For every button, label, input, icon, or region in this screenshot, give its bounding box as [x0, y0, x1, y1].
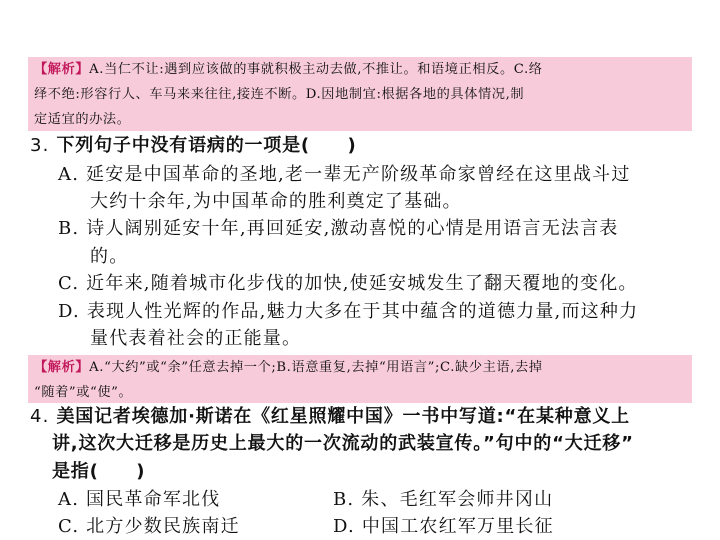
q3-option-b: B. 诗人阔别延安十年,再回延安,激动喜悦的心情是用语言无法言表 [58, 218, 619, 239]
question-text: 下列句子中没有语病的一项是( ) [56, 135, 357, 156]
analysis-line-1 [34, 57, 686, 82]
analysis-tag: 【解析】 [34, 62, 90, 77]
q3-option-b-cont: 的。 [90, 246, 129, 267]
q4-option-b: B. 朱、毛红军会师井冈山 [333, 489, 554, 510]
analysis-box-q3 [28, 355, 692, 403]
q3-option-a-cont: 大约十余年,为中国革命的胜利奠定了基础。 [90, 191, 462, 212]
question-number: 4. [30, 406, 50, 427]
question-4-stem-3: 是指( ) [52, 461, 146, 482]
question-4-stem-2: 讲,这次大迁移是历史上最大的一次流动的武装宣传。”句中的“大迁移” [52, 433, 634, 454]
analysis-line-1 [34, 355, 686, 380]
analysis-text: A.当仁不让:遇到应该做的事就积极主动去做,不推让。和语境正相反。C.络 [89, 62, 543, 77]
q4-option-c: C. 北方少数民族南迁 [58, 516, 240, 537]
question-3-stem [30, 134, 357, 158]
q4-option-d: D. 中国工农红军万里长征 [333, 516, 554, 537]
question-text: 美国记者埃德加·斯诺在《红星照耀中国》一书中写道:“在某种意义上 [56, 406, 630, 427]
analysis-line-3: 定适宜的办法。 [34, 112, 131, 127]
q3-option-d: D. 表现人性光辉的作品,魅力大多在于其中蕴含的道德力量,而这种力 [58, 301, 639, 322]
q3-option-d-cont: 量代表着社会的正能量。 [90, 328, 302, 349]
question-4-stem-1 [30, 405, 630, 429]
analysis-tag: 【解析】 [34, 360, 90, 375]
analysis-line-2: “随着”或“使”。 [34, 385, 133, 400]
question-number: 3. [30, 135, 50, 156]
analysis-text: A.“大约”或“余”任意去掉一个;B.语意重复,去掉“用语言”;C.缺少主语,去掉 [89, 360, 543, 375]
q4-option-a: A. 国民革命军北伐 [58, 489, 221, 510]
analysis-box-q2 [28, 57, 692, 131]
q3-option-a: A. 延安是中国革命的圣地,老一辈无产阶级革命家曾经在这里战斗过 [58, 164, 631, 185]
q3-option-c: C. 近年来,随着城市化步伐的加快,使延安城发生了翻天覆地的变化。 [58, 273, 638, 294]
analysis-line-2: 绎不绝:形容行人、车马来来往往,接连不断。D.因地制宜:根据各地的具体情况,制 [34, 87, 525, 102]
